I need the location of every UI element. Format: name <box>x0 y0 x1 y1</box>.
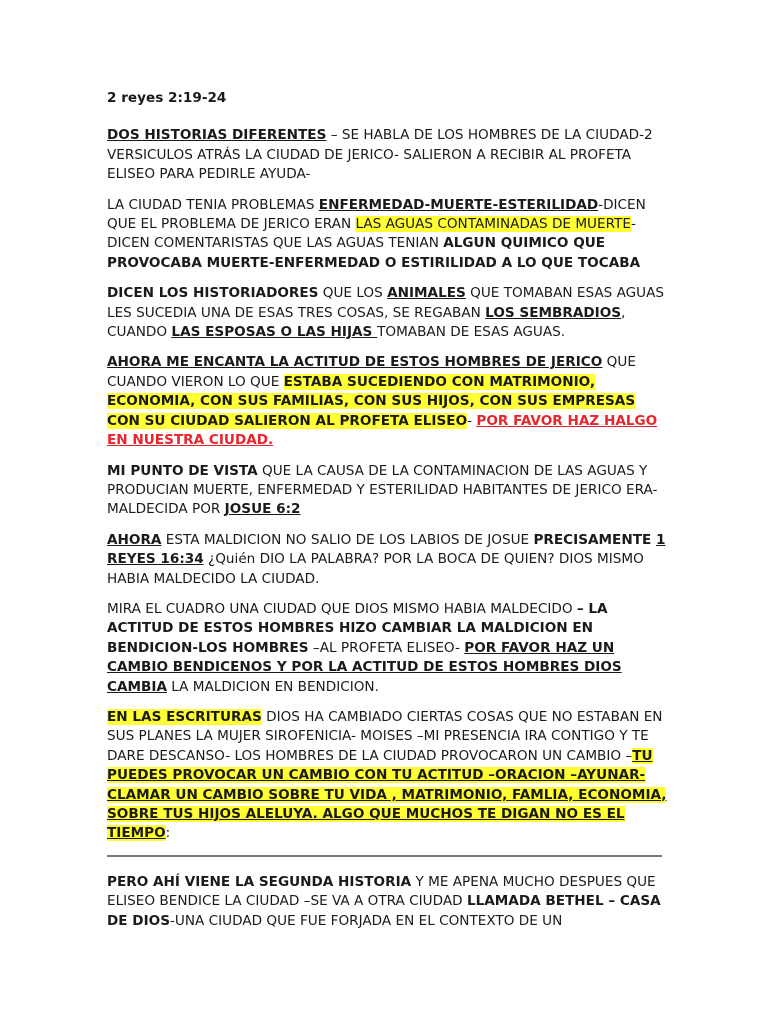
paragraph <box>107 873 667 931</box>
text-run: DICEN LOS HISTORIADORES <box>107 285 319 302</box>
text-run: , CUANDO <box>107 304 626 341</box>
text-run: –AL PROFETA ELISEO- <box>308 639 465 656</box>
text-run: - <box>467 412 477 429</box>
text-run: PRECISAMENTE <box>533 531 657 548</box>
text-run: LOS SEMBRADIOS <box>485 304 622 321</box>
paragraph <box>107 353 667 450</box>
paragraph <box>107 531 667 589</box>
text-run: MIRA EL CUADRO UNA CIUDAD QUE DIOS MISMO HABIA MALDECIDO <box>107 600 577 617</box>
text-run: LLAMADA BETHEL – CASA DE DIOS <box>107 893 661 929</box>
text-run: LA MALDICION EN BENDICION. <box>166 678 379 695</box>
text-run: EN LAS ESCRITURAS <box>107 708 262 725</box>
document-heading: 2 reyes 2:19-24 <box>107 90 227 106</box>
text-run: ESTA MALDICION NO SALIO DE LOS LABIOS DE JOSUE <box>161 531 534 548</box>
text-run: QUE LOS <box>318 285 388 302</box>
text-run: TU PUEDES PROVOCAR UN CAMBIO CON TU ACTITUD –ORACION –AYUNAR-CLAMAR UN CAMBIO SOBRE TU VIDA , MATRIMONIO, FAMLIA, ECONOMIA, SOBRE TUS HIJOS ALELUYA. ALGO QUE MUCHOS TE DIGAN NO ES EL TIEMPO <box>107 747 667 842</box>
text-run: – SE HABLA DE LOS HOMBRES DE LA CIUDAD-2 VERSICULOS ATRÁS LA CIUDAD DE JERICO- SALIERON A RECIBIR AL PROFETA ELISEO PARA PEDIRLE AYUDA- <box>107 127 653 183</box>
paragraph <box>107 462 667 520</box>
text-run: AHORA <box>107 531 162 548</box>
text-run: ¿Quién DIO LA PALABRA? POR LA BOCA DE QUIEN? DIOS MISMO HABIA MALDECIDO LA CIUDAD. <box>107 551 644 587</box>
text-run: MI PUNTO DE VISTA <box>107 462 258 479</box>
text-run: Y ME APENA MUCHO DESPUES QUE ELISEO BENDICE LA CIUDAD –SE VA A OTRA CIUDAD <box>107 873 656 910</box>
paragraph <box>107 196 667 274</box>
document-body <box>107 89 667 942</box>
paragraph <box>107 284 667 342</box>
text-run: : <box>165 825 171 842</box>
text-run: ALGUN QUIMICO QUE PROVOCABA MUERTE-ENFERMEDAD O ESTIRILIDAD A LO QUE TOCABA <box>107 235 641 271</box>
text-run: LAS AGUAS CONTAMINADAS DE MUERTE <box>355 216 631 233</box>
paragraph <box>107 126 667 184</box>
text-run: – LA ACTITUD DE ESTOS HOMBRES HIZO CAMBIAR LA MALDICION EN BENDICION-LOS HOMBRES <box>107 600 608 656</box>
text-run: -UNA CIUDAD QUE FUE FORJADA EN EL CONTEXTO DE UN <box>170 912 563 929</box>
text-run: JOSUE 6:2 <box>224 501 301 518</box>
text-run: -DICEN QUE EL PROBLEMA DE JERICO ERAN <box>107 196 646 233</box>
text-run: POR FAVOR HAZ UN CAMBIO BENDICENOS Y POR LA ACTITUD DE ESTOS HOMBRES DIOS CAMBIA <box>107 639 622 695</box>
text-run: TOMABAN DE ESAS AGUAS. <box>377 324 566 341</box>
text-run: QUE TOMABAN ESAS AGUAS LES SUCEDIA UNA DE ESAS TRES COSAS, SE REGABAN <box>107 285 665 321</box>
text-run: LAS ESPOSAS O LAS HIJAS <box>171 324 378 341</box>
text-run: ENFERMEDAD-MUERTE-ESTERILIDAD <box>318 196 599 213</box>
text-run: DIOS HA CAMBIADO CIERTAS COSAS QUE NO ESTABAN EN SUS PLANES LA MUJER SIROFENICIA- MOISES –MI PRESENCIA IRA CONTIGO Y TE DARE DESCANSO- LOS HOMBRES DE LA CIUDAD PROVOCARON UN CAMBIO – <box>107 708 663 764</box>
text-run: QUE LA CAUSA DE LA CONTAMINACION DE LAS AGUAS Y PRODUCIAN MUERTE, ENFERMEDAD Y ESTERILIDAD HABITANTES DE JERICO ERA-MALDECIDA POR <box>107 462 658 518</box>
text-run: AHORA ME ENCANTA LA ACTITUD DE ESTOS HOMBRES DE JERICO <box>107 354 603 371</box>
paragraph-list <box>107 126 667 931</box>
text-run: ESTABA SUCEDIENDO CON MATRIMONIO, ECONOMIA, CON SUS FAMILIAS, CON SUS HIJOS, CON SUS EMPRESAS CON SU CIUDAD SALIERON AL PROFETA ELISEO <box>107 373 636 429</box>
text-run: LA CIUDAD TENIA PROBLEMAS <box>107 196 319 213</box>
text-run: PERO AHÍ VIENE LA SEGUNDA HISTORIA <box>107 873 412 890</box>
text-run: ANIMALES <box>387 285 466 302</box>
text-run: - DICEN COMENTARISTAS QUE LAS AGUAS TENIAN <box>107 216 636 252</box>
text-run: QUE CUANDO VIERON LO QUE <box>107 354 636 390</box>
text-run: POR FAVOR HAZ HALGO EN NUESTRA CIUDAD. <box>107 412 658 449</box>
horizontal-rule <box>107 855 662 857</box>
paragraph <box>107 708 667 844</box>
paragraph <box>107 600 667 697</box>
text-run: DOS HISTORIAS DIFERENTES <box>107 127 327 144</box>
text-run: 1 REYES 16:34 <box>107 531 666 568</box>
